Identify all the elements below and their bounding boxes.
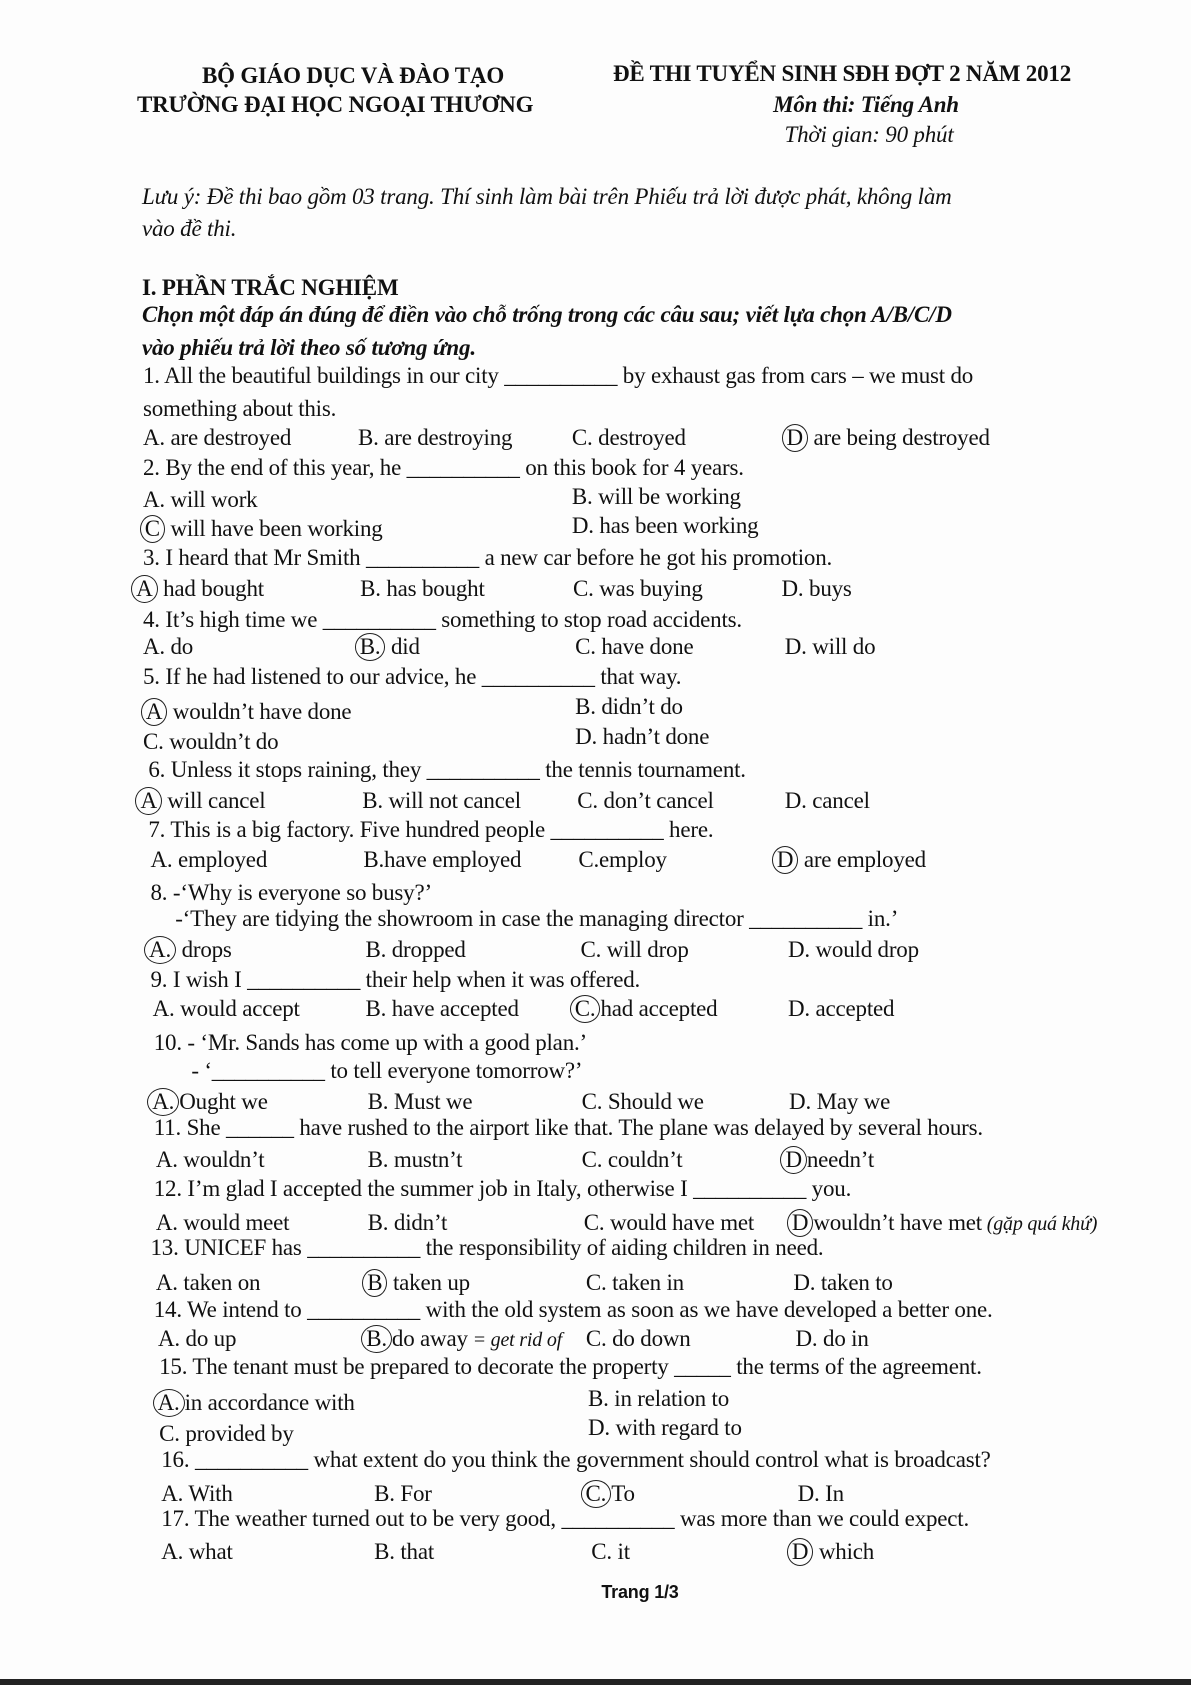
option-letter: D. [784,634,807,660]
option-text: taken up [387,1269,470,1295]
question-17-option [787,1538,874,1566]
option-text: have accepted [386,996,519,1022]
question-5-option [575,693,683,721]
option-text: in accordance with [184,1389,355,1415]
option-text: To [611,1481,635,1507]
question-4-stem: 4. It’s high time we __________ something to stop road accidents. [142,607,742,633]
option-text: Must we [388,1088,473,1114]
circled-answer-letter: B. [355,633,386,661]
option-text: will be working [592,483,741,509]
circled-answer-letter: D [772,846,798,874]
option-letter: C. [583,1210,605,1236]
question-3-stem: 3. I heard that Mr Smith __________ a new car before he got his promotion. [142,544,833,570]
circled-answer-letter: A [135,787,161,815]
option-text: will cancel [161,787,266,813]
question-11-stem: 11. She ______ have rushed to the airport like that. The plane was delayed by several hours. [153,1114,983,1140]
option-letter: D. [781,576,804,602]
question-8-option [144,936,232,964]
option-letter: A. [155,1210,178,1236]
question-17-stem: 17. The weather turned out to be very good, __________ was more than we could expect. [161,1506,970,1531]
option-letter: B. [367,1088,389,1114]
option-letter: C. [580,937,602,963]
option-letter: D. [571,512,594,538]
option-letter: C. [577,787,598,813]
question-14-option [158,1325,236,1353]
option-letter: D. [784,787,807,813]
question-5-option [141,698,352,726]
option-letter: B. [362,787,383,813]
question-15-option [153,1389,355,1417]
option-text: taken to [815,1269,893,1295]
option-text: are destroying [378,424,513,450]
option-text: will have been working [164,515,383,541]
question-13-option [793,1269,892,1297]
question-13-option [586,1269,684,1297]
option-text: do up [179,1326,237,1352]
option-text: did [385,634,420,660]
option-letter: D. [795,1326,818,1352]
option-letter: B. [575,694,596,720]
question-12-option [787,1209,1097,1238]
question-9-option [788,995,894,1023]
section-instruction-2: vào phiếu trả lời theo số tương ứng. [142,335,476,360]
option-letter: C. [159,1421,180,1447]
option-letter: C. [571,424,593,450]
option-letter: B. [374,1539,395,1565]
option-text: Ought we [179,1088,268,1114]
option-text: has been working [593,512,759,538]
question-8-option [581,936,689,964]
question-5-option [575,723,709,751]
circled-answer-letter: C [140,515,165,543]
question-11-option [368,1146,463,1174]
question-6-option [577,787,713,815]
option-letter: C. [575,634,596,660]
option-text: in relation to [608,1385,729,1411]
question-2-option [143,486,258,514]
question-8-stem: 8. -‘Why is everyone so busy?’ [150,880,432,906]
question-3-option [573,575,703,603]
circled-answer-letter: D [780,1146,806,1174]
option-text: wouldn’t have done [167,698,352,724]
option-text: May we [811,1088,891,1114]
question-9-option [570,995,718,1023]
question-8-stem: -‘They are tidying the showroom in case the managing director __________ in.’ [175,906,899,932]
option-letter: B. [367,1146,389,1172]
question-9-stem: 9. I wish I __________ their help when it was offered. [150,967,641,993]
option-letter: C. [581,1088,603,1114]
option-text: would have met [604,1210,755,1236]
option-letter: D. [797,1481,820,1507]
question-8-option [366,936,466,964]
option-text: are being destroyed [807,424,990,450]
section-title: I. PHẦN TRẮC NGHIỆM [142,275,399,300]
option-text: employed [172,847,268,873]
question-14-option [586,1325,691,1353]
circled-answer-letter: C. [581,1480,612,1508]
option-text: wouldn’t do [163,728,279,754]
option-letter: C. [142,728,164,754]
option-text: do [164,634,194,660]
option-text: have done [595,634,694,660]
question-2-stem: 2. By the end of this year, he __________ on this book for 4 years. [142,454,744,480]
circled-answer-letter: A. [147,1088,179,1116]
question-10-stem: 10. - ‘Mr. Sands has come up with a good plan.’ [153,1029,588,1055]
option-text: With [183,1481,233,1507]
question-4-option [143,633,193,661]
question-17-option [591,1538,630,1566]
scan-edge [0,1679,1191,1685]
option-text: taken on [177,1269,261,1295]
question-11-option [582,1146,683,1174]
circled-answer-letter: B [362,1269,387,1297]
exam-duration: Thời gian: 90 phút [784,122,954,147]
question-9-option [366,995,519,1023]
option-text: accepted [809,996,895,1022]
option-letter: A. [161,1481,184,1507]
question-6-stem: 6. Unless it stops raining, they __________ the tennis tournament. [148,756,746,782]
question-3-option [782,575,852,603]
option-letter: C. [578,847,600,873]
question-10-option [147,1088,267,1116]
handwritten-note: (gặp quá khứ) [981,1213,1098,1236]
question-17-option [374,1538,434,1566]
question-10-option [789,1088,890,1116]
option-text: mustn’t [388,1146,463,1172]
option-text: that [394,1539,435,1565]
question-7-option [151,846,268,874]
option-letter: B. [571,483,593,509]
question-10-option [368,1088,473,1116]
question-5-option [143,728,278,756]
option-letter: B. [365,996,387,1022]
question-2-option [572,483,741,511]
exam-subject: Môn thi: Tiếng Anh [773,92,959,117]
question-16-stem: 16. __________ what extent do you think the government should control what is broadcast? [161,1446,991,1472]
option-text: have employed [384,847,522,873]
option-letter: C. [585,1269,607,1295]
question-6-option [135,787,265,815]
question-14-stem: 14. We intend to __________ with the old system as soon as we have developed a better one. [153,1297,993,1323]
question-10-option [582,1088,704,1116]
question-6-option [785,787,870,815]
question-11-option [156,1146,265,1174]
option-text: didn’t do [595,694,683,720]
option-text: provided by [179,1421,294,1447]
option-letter: A. [152,996,175,1022]
question-5-stem: 5. If he had listened to our advice, he __________ that way. [142,664,682,690]
circled-answer-letter: A [131,575,157,603]
option-letter: A. [142,634,165,660]
option-letter: A. [155,1146,178,1172]
question-7-option [772,846,926,874]
question-4-option [575,633,693,661]
option-text: will do [806,634,876,660]
question-14-option [796,1325,869,1353]
option-letter: B. [588,1385,609,1411]
question-15-option [159,1420,294,1448]
option-letter: D. [787,937,810,963]
question-12-stem: 12. I’m glad I accepted the summer job in Italy, otherwise I __________ you. [153,1175,852,1201]
option-letter: D. [793,1269,816,1295]
option-text: couldn’t [602,1146,683,1172]
circled-answer-letter: B. [361,1325,392,1353]
question-9-option [153,995,300,1023]
question-4-option [355,633,420,661]
option-letter: B. [367,1210,389,1236]
option-text: destroyed [592,424,686,450]
option-text: employ [599,847,667,873]
circled-answer-letter: D [787,1538,813,1566]
question-1-stem: something about this. [142,395,337,421]
section-instruction-1: Chọn một đáp án đúng để điền vào chỗ trống trong các câu sau; viết lựa chọn A/B/C/D [142,302,952,327]
option-text: For [394,1481,432,1507]
option-text: had accepted [600,996,718,1022]
option-text: do away [391,1326,468,1352]
option-letter: B. [374,1481,395,1507]
option-text: what [183,1539,233,1565]
option-letter: B. [365,937,387,963]
option-letter: D. [575,724,598,750]
option-letter: B. [363,847,385,873]
option-text: had bought [157,576,264,602]
question-13-option [156,1269,260,1297]
option-text: with regard to [609,1414,742,1440]
option-text: dropped [386,937,466,963]
question-6-option [362,787,521,815]
circled-answer-letter: A [141,698,167,726]
option-text: which [813,1539,875,1565]
option-text: would drop [809,937,919,963]
option-letter: B. [357,424,379,450]
option-text: do in [817,1326,869,1352]
option-text: was buying [593,576,703,602]
option-letter: B. [360,576,381,602]
question-1-option [572,424,686,452]
question-7-option [578,846,667,874]
option-text: wouldn’t have met [813,1210,982,1236]
option-text: buys [803,576,852,602]
question-1-option [782,424,990,452]
option-text: cancel [806,787,870,813]
question-10-stem: - ‘__________ to tell everyone tomorrow?’ [191,1057,583,1083]
ministry-name: BỘ GIÁO DỤC VÀ ĐÀO TẠO [201,63,505,88]
option-text: would meet [177,1210,290,1236]
option-letter: C. [591,1539,612,1565]
question-13-stem: 13. UNICEF has __________ the responsibility of aiding children in need. [150,1235,824,1261]
question-2-option [572,512,759,540]
option-letter: D. [787,996,810,1022]
question-3-option [131,575,264,603]
circled-answer-letter: A. [144,936,176,964]
handwritten-note: = get rid of [467,1329,563,1352]
option-letter: C. [572,576,594,602]
option-text: are employed [798,847,926,873]
question-13-option [362,1269,470,1297]
option-letter: A. [155,1269,178,1295]
question-14-option [361,1325,562,1354]
question-15-option [588,1414,742,1442]
option-text: will work [164,486,258,512]
option-text: will not cancel [382,787,521,813]
question-1-option [143,424,291,452]
question-2-option [140,515,383,543]
option-text: do down [606,1326,691,1352]
option-letter: D. [588,1414,610,1440]
option-text: will drop [601,937,689,963]
option-text: are destroyed [164,424,292,450]
question-1-stem: 1. All the beautiful buildings in our city __________ by exhaust gas from cars – we must do [142,363,974,389]
option-text: it [611,1539,630,1565]
circled-answer-letter: A. [153,1389,185,1417]
page-number: Trang 1/3 [601,1582,679,1602]
option-text: has bought [380,576,485,602]
option-letter: A. [142,424,165,450]
option-text: needn’t [806,1146,875,1172]
option-letter: A. [150,847,173,873]
option-text: wouldn’t [177,1146,265,1172]
question-7-stem: 7. This is a big factory. Five hundred people __________ here. [148,816,714,842]
question-7-option [363,846,521,874]
option-letter: C. [585,1326,607,1352]
question-17-option [161,1538,232,1566]
question-15-stem: 15. The tenant must be prepared to decorate the property _____ the terms of the agreement. [159,1354,982,1380]
circled-answer-letter: C. [570,995,601,1023]
option-letter: A. [142,486,165,512]
question-4-option [785,633,876,661]
option-text: hadn’t done [597,724,710,750]
question-1-option [358,424,512,452]
option-text: Should we [602,1088,704,1114]
circled-answer-letter: D [782,424,808,452]
option-text: drops [176,937,232,963]
note-line-1: Lưu ý: Đề thi bao gồm 03 trang. Thí sinh làm bài trên Phiếu trả lời được phát, không làm [142,184,952,209]
option-text: In [819,1481,844,1507]
option-text: didn’t [388,1210,448,1236]
option-text: taken in [606,1269,684,1295]
note-line-2: vào đề thi. [142,216,237,241]
circled-answer-letter: D [787,1209,813,1237]
option-letter: A. [158,1326,180,1352]
option-letter: A. [161,1539,184,1565]
option-text: don’t cancel [597,787,714,813]
university-name: TRƯỜNG ĐẠI HỌC NGOẠI THƯƠNG [137,92,534,117]
option-letter: C. [581,1146,603,1172]
option-text: would accept [174,996,300,1022]
question-3-option [360,575,485,603]
question-11-option [780,1146,874,1174]
exam-title: ĐỀ THI TUYỂN SINH SĐH ĐỢT 2 NĂM 2012 [613,61,1071,86]
option-letter: D. [789,1088,812,1114]
question-8-option [788,936,919,964]
question-15-option [588,1385,729,1413]
